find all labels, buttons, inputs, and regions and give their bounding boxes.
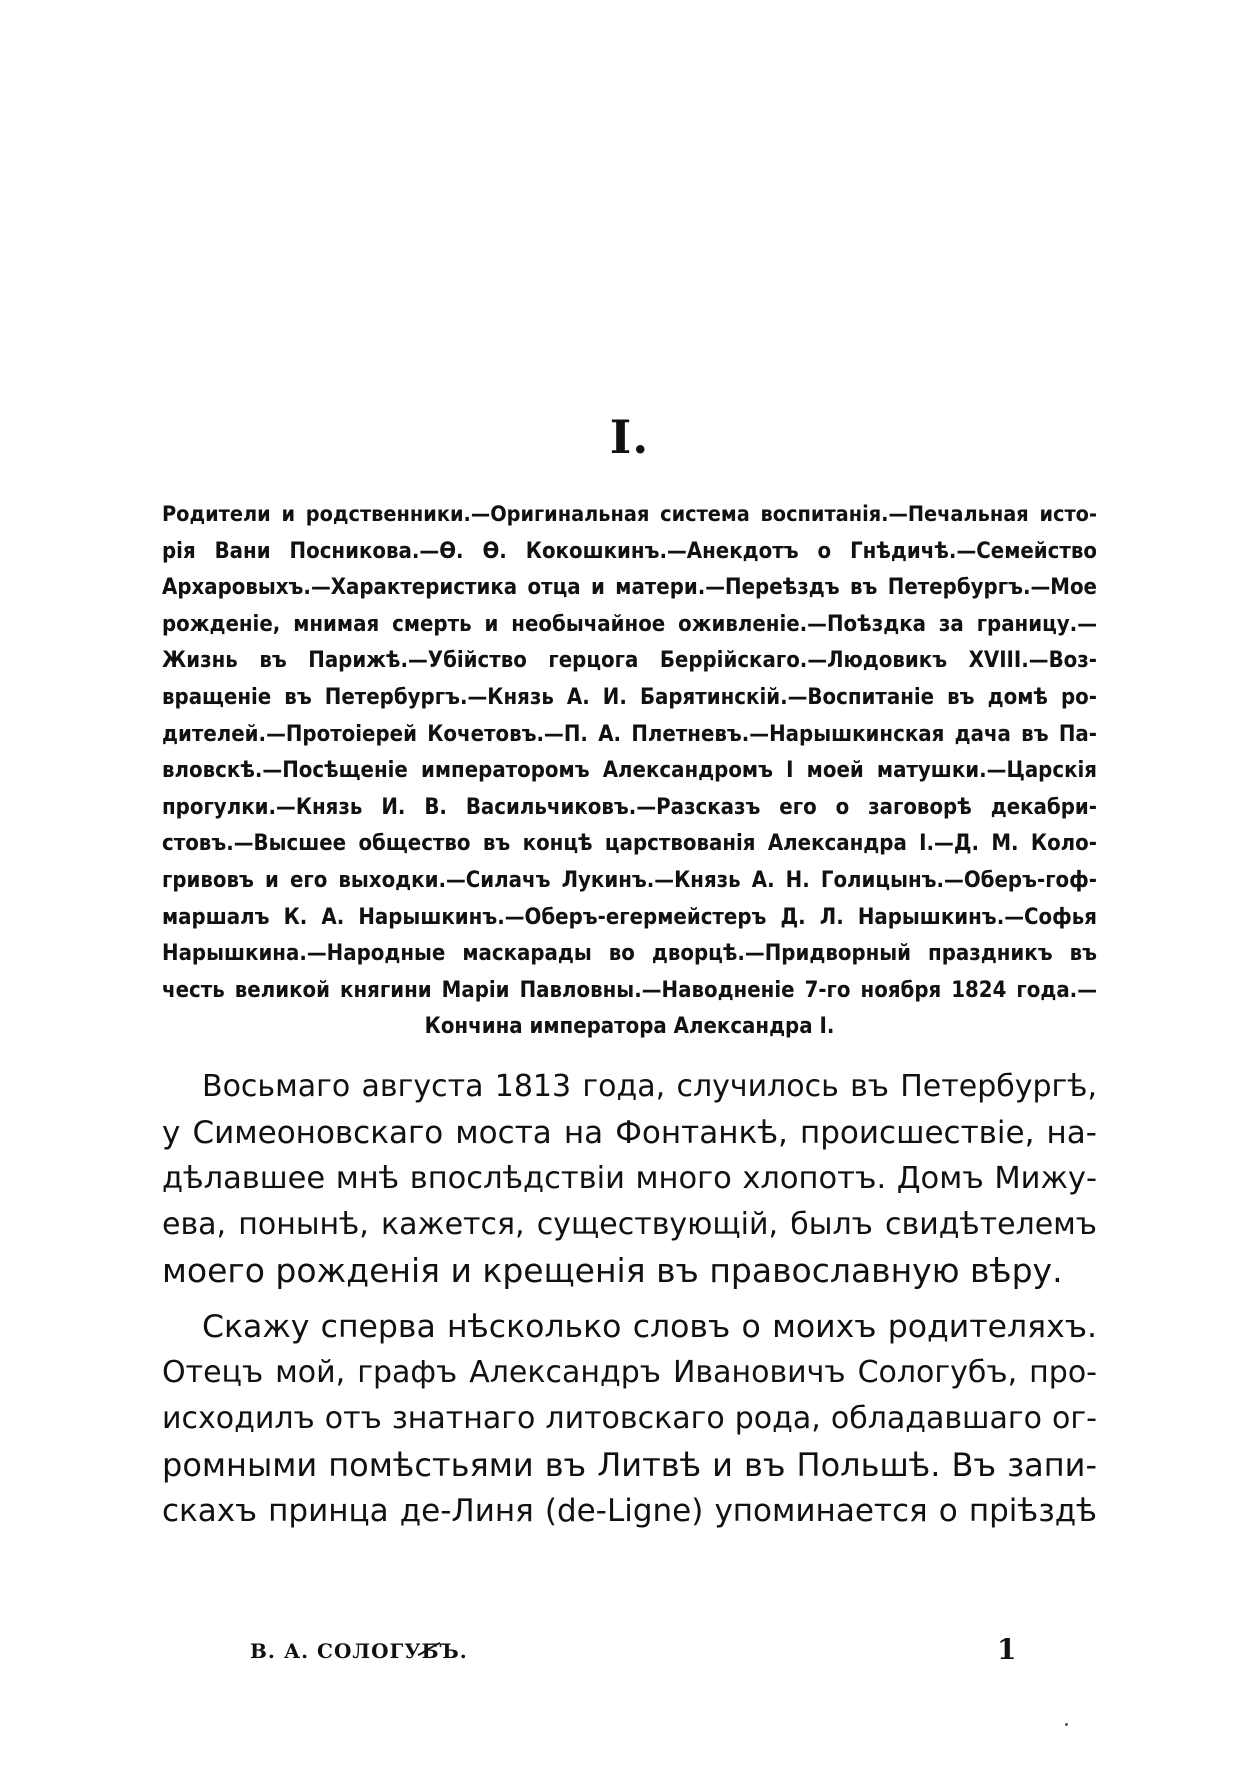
summary-line: вловскѣ.—Посѣщеніе императоромъ Александромъ I моей матушки.—Царскія	[162, 758, 1097, 784]
body-line: дѣлавшее мнѣ впослѣдствіи много хлопотъ. Домъ Мижу-	[162, 1161, 1097, 1196]
footer-signature: В. А. СОЛОГУБЪ.	[250, 1639, 468, 1663]
body-text	[162, 1064, 1097, 1534]
summary-line: Архаровыхъ.—Характеристика отца и матери.—Переѣздъ въ Петербургъ.—Мое	[162, 575, 1097, 601]
chapter-numeral: I.	[609, 410, 650, 464]
chapter-summary	[162, 497, 1097, 1046]
page-footer	[0, 1633, 1259, 1673]
paragraph-1	[162, 1064, 1097, 1294]
summary-line: честь великой княгини Маріи Павловны.—Наводненіе 7-го ноября 1824 года.—	[162, 977, 1097, 1003]
body-line: моего рожденія и крещенія въ православную вѣру.	[162, 1251, 1063, 1290]
summary-line: Жизнь въ Парижѣ.—Убійство герцога Беррійскаго.—Людовикъ XVIII.—Воз-	[162, 648, 1097, 674]
body-line: у Симеоновскаго моста на Фонтанкѣ, происшествіе, на-	[162, 1115, 1097, 1151]
body-line: ева, понынѣ, кажется, существующій, былъ свидѣтелемъ	[162, 1207, 1097, 1242]
summary-line: гривовъ и его выходки.—Силачъ Лукинъ.—Князь А. Н. Голицынъ.—Оберъ-гоф-	[162, 867, 1097, 893]
summary-line: вращеніе въ Петербургъ.—Князь А. И. Барятинскій.—Воспитаніе въ домѣ ро-	[162, 684, 1097, 710]
body-line: Скажу сперва нѣсколько словъ о моихъ родителяхъ.	[202, 1309, 1097, 1345]
summary-line: рія Вани Посникова.—Ѳ. Ѳ. Кокошкинъ.—Анекдотъ о Гнѣдичѣ.—Семейство	[162, 538, 1097, 564]
summary-line: Нарышкина.—Народные маскарады во дворцѣ.—Придворный праздникъ въ	[162, 941, 1097, 967]
paragraph-gap	[162, 1294, 1097, 1304]
paragraph-2	[162, 1304, 1097, 1534]
body-line: исходилъ отъ знатнаго литовскаго рода, обладавшаго ог-	[162, 1401, 1097, 1436]
scan-speck	[1065, 1723, 1068, 1726]
page-number: 1	[997, 1633, 1017, 1666]
summary-line: стовъ.—Высшее общество въ концѣ царствованія Александра I.—Д. М. Коло-	[162, 831, 1097, 857]
summary-line: дителей.—Протоіерей Кочетовъ.—П. А. Плетневъ.—Нарышкинская дача въ Па-	[162, 721, 1097, 747]
body-line: ромными помѣстьями въ Литвѣ и въ Польшѣ. Въ запи-	[162, 1446, 1097, 1484]
body-line: Восьмаго августа 1813 года, случилось въ Петербургѣ,	[202, 1069, 1097, 1104]
printer-mark-icon	[416, 1641, 442, 1661]
body-line: скахъ принца де-Линя (de-Ligne) упоминается о пріѣздѣ	[162, 1493, 1097, 1529]
summary-last-line: Кончина императора Александра I.	[424, 1014, 835, 1040]
body-line: Отецъ мой, графъ Александръ Ивановичъ Сологубъ, про-	[162, 1355, 1097, 1390]
summary-line: рожденіе, мнимая смерть и необычайное оживленіе.—Поѣздка за границу.—	[162, 611, 1097, 637]
summary-line: прогулки.—Князь И. В. Васильчиковъ.—Разсказъ его о заговорѣ декабри-	[162, 794, 1097, 820]
summary-line: маршалъ К. А. Нарышкинъ.—Оберъ-егермейстеръ Д. Л. Нарышкинъ.—Софья	[162, 904, 1097, 930]
summary-line: Родители и родственники.—Оригинальная система воспитанія.—Печальная исто-	[162, 502, 1097, 527]
